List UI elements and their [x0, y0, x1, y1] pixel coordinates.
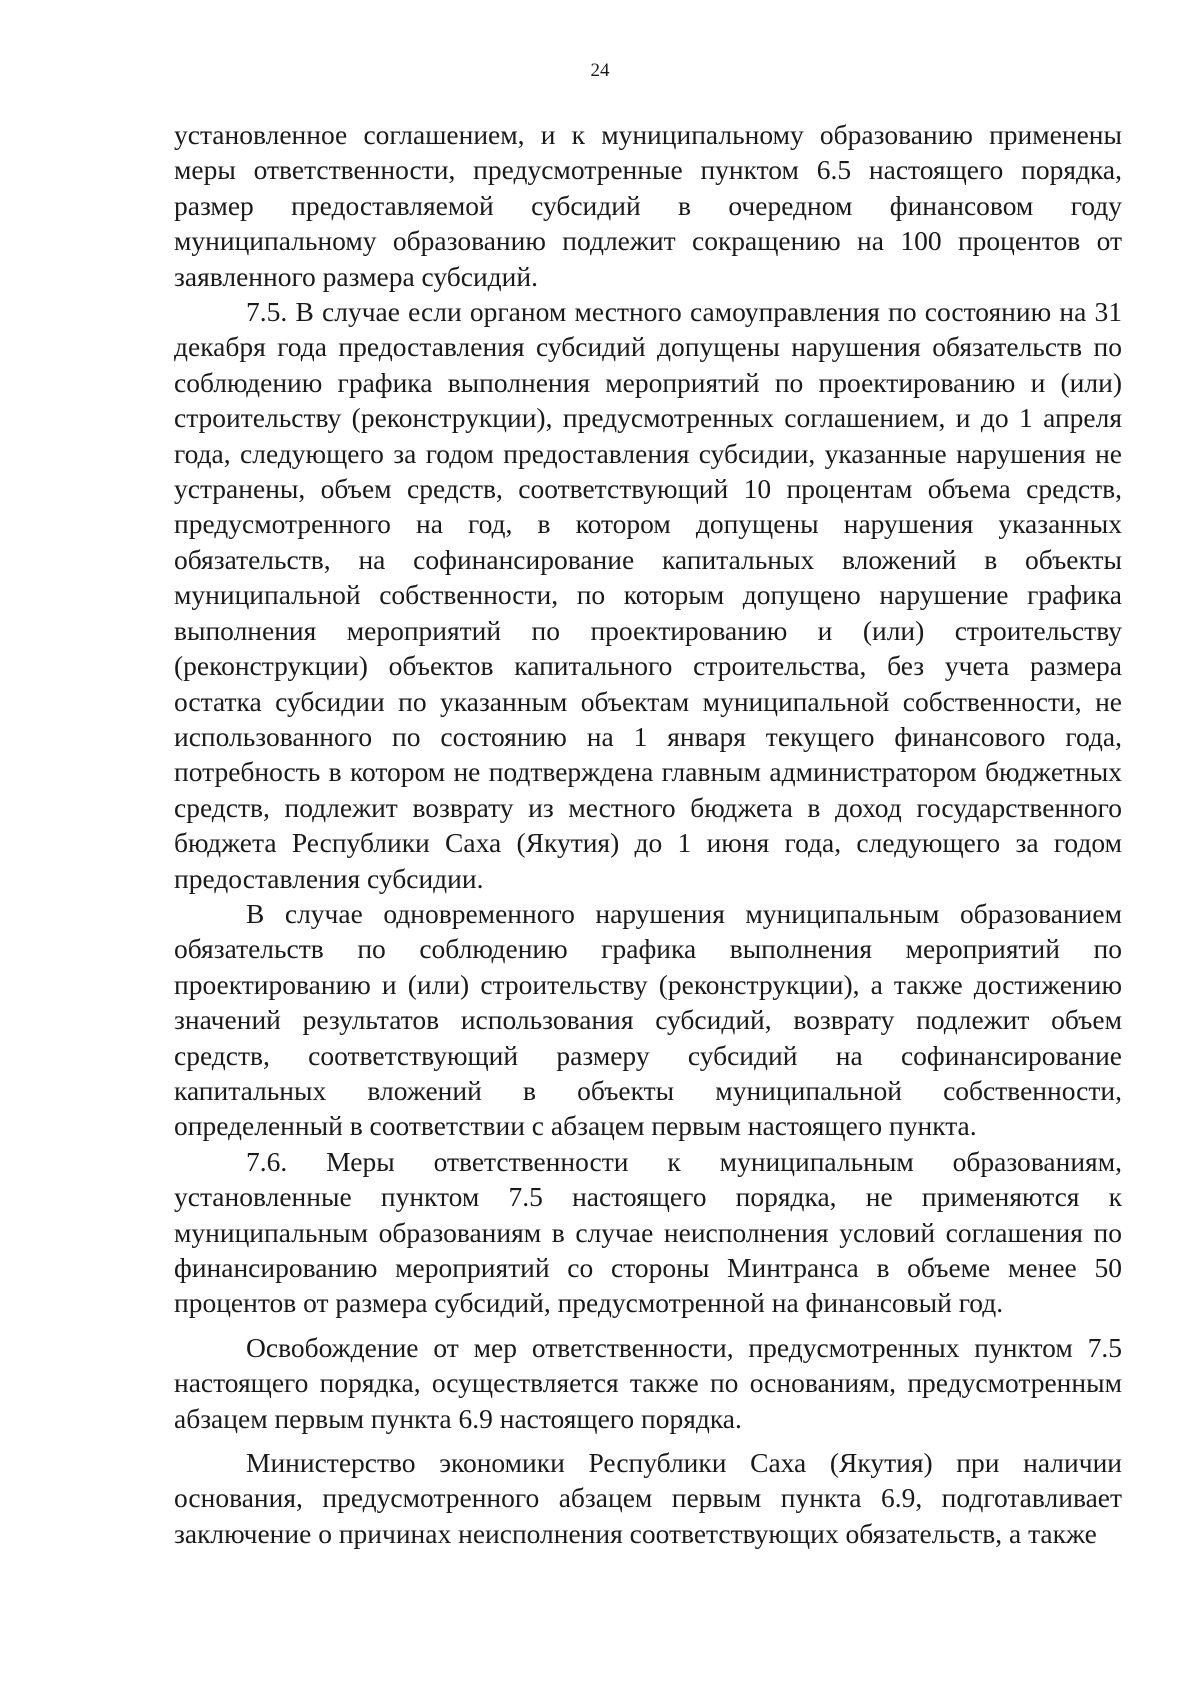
paragraph-ministry-of-economy: Министерство экономики Республики Саха (Якутия) при наличии основания, предусмотренного абзацем первым пункта 6.9, подготавливает заключение о причинах неисполнения соответствующих обязательств, а также: [174, 1447, 1122, 1549]
paragraph-7-6: 7.6. Меры ответственности к муниципальным образованиям, установленные пунктом 7.5 настоящего порядка, не применяются к муниципальным образованиям в случае неисполнения условий соглашения по финансированию мероприятий со стороны Минтранса в объеме менее 50 процентов от размера субсидий, предусмотренной на финансовый год.: [174, 1145, 1122, 1319]
paragraph-exemption: Освобождение от мер ответственности, предусмотренных пунктом 7.5 настоящего порядка, осуществляется также по основаниям, предусмотренным абзацем первым пункта 6.9 настоящего порядка.: [174, 1331, 1122, 1434]
paragraph-7-5: 7.5. В случае если органом местного самоуправления по состоянию на 31 декабря года предоставления субсидий допущены нарушения обязательств по соблюдению графика выполнения мероприятий по проектированию и (или) строительству (реконструкции), предусмотренных соглашением, и до 1 апреля года, следующего за годом предоставления субсидии, указанные нарушения не устранены, объем средств, соответствующий 10 процентам объема средств, предусмотренного на год, в котором допущены нарушения указанных обязательств, на софинансирование капитальных вложений в объекты муниципальной собственности, по которым допущено нарушение графика выполнения мероприятий по проектированию и (или) строительству (реконструкции) объектов капитального строительства, без учета размера остатка субсидии по указанным объектам муниципальной собственности, не использованного по состоянию на 1 января текущего финансового года, потребность в котором не подтверждена главным администратором бюджетных средств, подлежит возврату из местного бюджета в доход государственного бюджета Республики Саха (Якутия) до 1 июня года, следующего за годом предоставления субсидии.: [174, 296, 1122, 894]
page-number: 24: [590, 60, 610, 81]
document-body: [174, 117, 1122, 1551]
paragraph-continuation: установленное соглашением, и к муниципальному образованию применены меры ответственности, предусмотренные пунктом 6.5 настоящего порядка, размер предоставляемой субсидий в очередном финансовом году муниципальному образованию подлежит сокращению на 100 процентов от заявленного размера субсидий.: [174, 119, 1122, 292]
paragraph-7-5-simultaneous-violation: В случае одновременного нарушения муниципальным образованием обязательств по соблюдению графика выполнения мероприятий по проектированию и (или) строительству (реконструкции), а также достижению значений результатов использования субсидий, возврату подлежит объем средств, соответствующий размеру субсидий на софинансирование капитальных вложений в объекты муниципальной собственности, определенный в соответствии с абзацем первым настоящего пункта.: [174, 897, 1122, 1142]
